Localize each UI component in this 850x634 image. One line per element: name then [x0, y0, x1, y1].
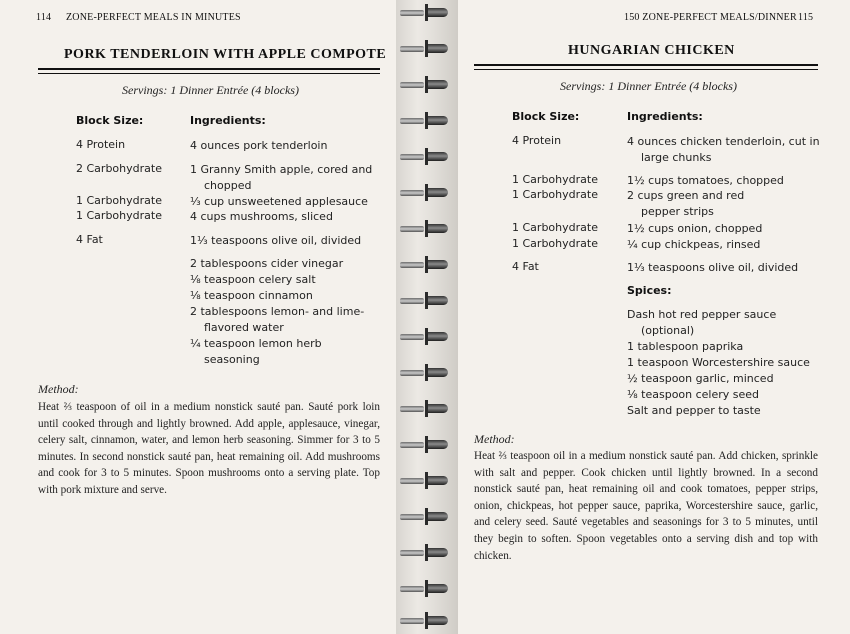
ingredient-item: ⅛ teaspoon cinnamon: [190, 289, 313, 302]
binding-ring: [400, 116, 454, 126]
title-rule-thick-right: [474, 64, 818, 66]
method-text-right: Heat ⅔ teaspoon oil in a medium nonstick sauté pan. Add chicken, sprinkle with salt and pepper. Cook chicken until lightly browned. In a second nonstick sauté pan, heat remaining oil and cook tomatoes, pepper strips, onion, chickpeas, hot pepper sauce, paprika, Worcestershire sauce, garlic, and celery seed. Sauté vegetables and seasonings for 3 to 5 minutes, until they begin to soften. Spoon vegetables onto a serving dish and top with chicken.: [474, 450, 818, 562]
left-page: [0, 0, 396, 634]
binding-ring: [400, 80, 454, 90]
ingredient-item: ¼ teaspoon lemon herb seasoning: [190, 337, 322, 366]
block-label: 4 Fat: [512, 260, 539, 273]
binding-ring: [400, 8, 454, 18]
binding-ring: [400, 260, 454, 270]
binding-ring: [400, 512, 454, 522]
title-rule-thin-left: [38, 73, 380, 74]
binding-ring: [400, 584, 454, 594]
block-label: 1 Carbohydrate: [512, 173, 598, 186]
ingredient-item: 2 cups green and red pepper strips: [627, 189, 745, 218]
ingredient-item: 1½ cups tomatoes, chopped: [627, 174, 784, 187]
ingredient-item: 1½ cups onion, chopped: [627, 222, 763, 235]
method-text-left: Heat ⅔ teaspoon of oil in a medium nonstick sauté pan. Sauté pork loin until cooked through and lightly browned. Add apple, applesauce, vinegar, celery salt, cinnamon, water, and lemon herb seasoning. Simmer for 3 to 5 minutes. In second nonstick sauté pan, heat remaining oil. Add mushrooms and cook for 3 to 5 minutes. Spoon mushrooms onto a serving plate. Top with pork mixture and serve.: [38, 401, 380, 496]
binding-ring: [400, 44, 454, 54]
binding-ring: [400, 368, 454, 378]
binding-ring: [400, 440, 454, 450]
block-label: 1 Carbohydrate: [512, 221, 598, 234]
ingredient-item: ⅛ teaspoon celery salt: [190, 273, 316, 286]
title-rule-thin-right: [474, 69, 818, 70]
block-label: 1 Carbohydrate: [512, 188, 598, 201]
running-head-right: 150 ZONE-PERFECT MEALS/DINNER: [624, 12, 797, 23]
binding-ring: [400, 404, 454, 414]
block-size-header-left: Block Size:: [76, 114, 144, 127]
right-page: [458, 0, 850, 634]
ingredients-header-right: Ingredients:: [627, 110, 703, 123]
spiral-binding: [396, 0, 458, 634]
block-label: 1 Carbohydrate: [512, 237, 598, 250]
binding-ring: [400, 616, 454, 626]
ingredient-item: 2 tablespoons lemon- and lime-flavored water: [190, 305, 365, 334]
block-label: 2 Carbohydrate: [76, 162, 162, 175]
ingredient-item: 1 Granny Smith apple, cored and chopped: [190, 163, 373, 192]
title-rule-thick-left: [38, 68, 380, 70]
page-number-right: 115: [798, 12, 814, 23]
ingredients-header-left: Ingredients:: [190, 114, 266, 127]
block-label: 4 Fat: [76, 233, 103, 246]
ingredient-item: 1⅓ teaspoons olive oil, divided: [627, 261, 799, 274]
running-head-left: ZONE-PERFECT MEALS IN MINUTES: [66, 12, 241, 23]
method-label-right: Method:: [474, 432, 515, 446]
recipe-title-left: PORK TENDERLOIN WITH APPLE COMPOTE: [64, 47, 387, 62]
ingredient-item: 4 cups mushrooms, sliced: [190, 210, 333, 223]
spice-item: 1 tablespoon paprika: [627, 340, 744, 353]
ingredient-item: 4 ounces pork tenderloin: [190, 139, 328, 152]
spice-item: Dash hot red pepper sauce (optional): [627, 308, 777, 337]
binding-ring: [400, 296, 454, 306]
recipe-title-right: HUNGARIAN CHICKEN: [568, 43, 735, 58]
binding-ring: [400, 476, 454, 486]
ingredient-item: ⅓ cup unsweetened applesauce: [190, 195, 368, 208]
block-label: 1 Carbohydrate: [76, 209, 162, 222]
page-number-left: 114: [36, 12, 52, 23]
block-label: 4 Protein: [76, 138, 126, 151]
ingredient-item: 2 tablespoons cider vinegar: [190, 257, 344, 270]
servings-right: Servings: 1 Dinner Entrée (4 blocks): [560, 79, 737, 93]
binding-ring: [400, 188, 454, 198]
ingredient-item: 1⅓ teaspoons olive oil, divided: [190, 234, 362, 247]
binding-ring: [400, 152, 454, 162]
servings-left: Servings: 1 Dinner Entrée (4 blocks): [122, 83, 299, 97]
binding-ring: [400, 224, 454, 234]
spice-item: Salt and pepper to taste: [627, 404, 761, 417]
binding-ring: [400, 332, 454, 342]
spice-item: ½ teaspoon garlic, minced: [627, 372, 774, 385]
ingredient-item: ¼ cup chickpeas, rinsed: [627, 238, 761, 251]
spices-header: Spices:: [627, 284, 672, 297]
block-label: 4 Protein: [512, 134, 562, 147]
binding-ring: [400, 548, 454, 558]
ingredient-item: 4 ounces chicken tenderloin, cut in large chunks: [627, 135, 820, 164]
method-label-left: Method:: [38, 382, 79, 396]
block-size-header-right: Block Size:: [512, 110, 580, 123]
spice-item: ⅛ teaspoon celery seed: [627, 388, 760, 401]
spice-item: 1 teaspoon Worcestershire sauce: [627, 356, 810, 369]
block-label: 1 Carbohydrate: [76, 194, 162, 207]
